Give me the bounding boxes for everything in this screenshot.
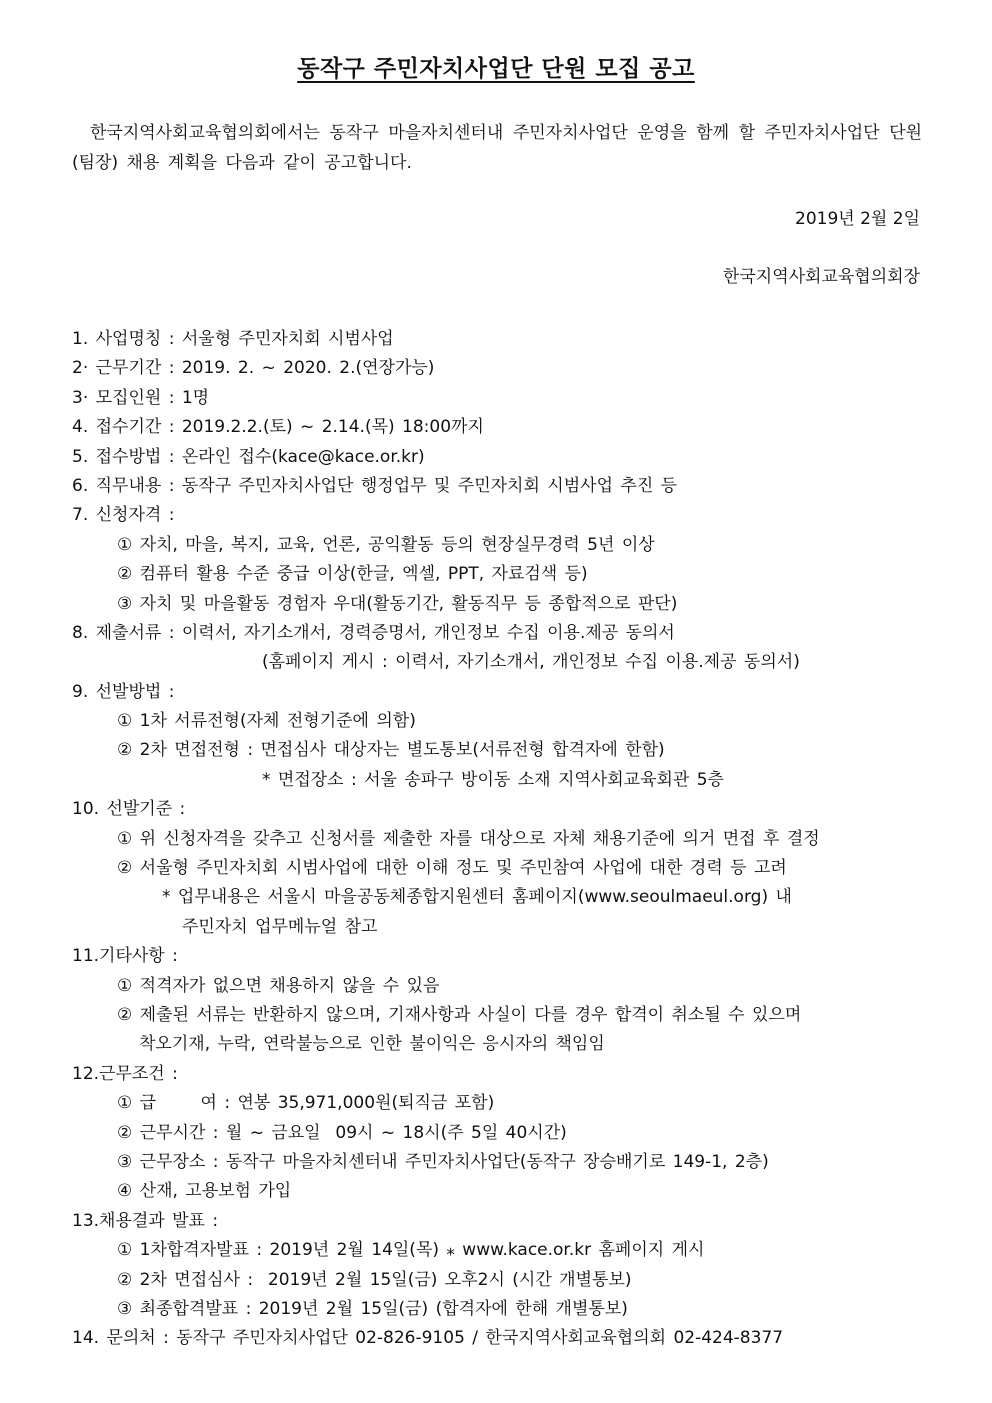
result-interview: ② 2차 면접심사 : 2019년 2월 15일(금) 오후2시 (시간 개별통보) <box>117 1269 632 1290</box>
result-first-pass: ① 1차합격자발표 : 2019년 2월 14일(목) ⁎ www.kace.or.kr 홈페이지 게시 <box>117 1240 705 1261</box>
criteria-reference-note-cont: 주민자치 업무메뉴얼 참고 <box>182 916 378 937</box>
selection-criteria-1: ① 위 신청자격을 갖추고 신청서를 제출한 자를 대상으로 자체 채용기준에 의거 면접 후 결정 <box>117 828 820 849</box>
interview-location-note: * 면접장소 : 서울 송파구 방이동 소재 지역사회교육회관 5층 <box>262 769 724 790</box>
item-qualifications: 7. 신청자격 : <box>72 505 175 526</box>
item-work-period: 2· 근무기간 : 2019. 2. ~ 2020. 2.(연장가능) <box>72 358 435 379</box>
item-documents: 8. 제출서류 : 이력서, 자기소개서, 경력증명서, 개인정보 수집 이용.제공 동의서 <box>72 622 675 643</box>
intro-paragraph: 한국지역사회교육협의회에서는 동작구 마을자치센터내 주민자치사업단 운영을 함께 할 주민자치사업단 단원(팀장) 채용 계획을 다음과 같이 공고합니다. <box>72 123 922 173</box>
qualification-3: ③ 자치 및 마을활동 경험자 우대(활동기간, 활동직무 등 종합적으로 판단) <box>117 593 678 614</box>
item-business-name: 1. 사업명칭 : 서울형 주민자치회 시범사업 <box>72 329 394 349</box>
other-matter-1: ① 적격자가 없으면 채용하지 않을 수 있음 <box>117 975 440 996</box>
item-other-matters: 11.기타사항 : <box>72 946 178 967</box>
documents-homepage-note: (홈페이지 게시 : 이력서, 자기소개서, 개인정보 수집 이용.제공 동의서) <box>262 652 800 673</box>
item-selection-method: 9. 선발방법 : <box>72 681 175 702</box>
selection-method-1: ① 1차 서류전형(자체 전형기준에 의함) <box>117 711 416 732</box>
other-matter-2-cont: 착오기재, 누락, 연락불능으로 인한 불이익은 응시자의 책임임 <box>139 1034 605 1055</box>
issuing-organization: 한국지역사회교육협의회장 <box>722 267 920 287</box>
item-job-description: 6. 직무내용 : 동작구 주민자치사업단 행정업무 및 주민자치회 시범사업 추진 등 <box>72 475 678 496</box>
other-matter-2: ② 제출된 서류는 반환하지 않으며, 기재사항과 사실이 다를 경우 합격이 취소될 수 있으며 <box>117 1004 802 1025</box>
qualification-1: ① 자치, 마을, 복지, 교육, 언론, 공익활동 등의 현장실무경력 5년 이상 <box>117 534 655 555</box>
result-final-pass: ③ 최종합격발표 : 2019년 2월 15일(금) (합격자에 한해 개별통보) <box>117 1298 628 1319</box>
selection-criteria-2: ② 서울형 주민자치회 시범사업에 대한 이해 정도 및 주민참여 사업에 대한 경력 등 고려 <box>117 858 787 879</box>
item-work-conditions: 12.근무조건 : <box>72 1063 178 1084</box>
item-contact: 14. 문의처 : 동작구 주민자치사업단 02-826-9105 / 한국지역사회교육협의회 02-424-8377 <box>72 1328 784 1349</box>
criteria-reference-note: * 업무내용은 서울시 마을공동체종합지원센터 홈페이지(www.seoulmaeul.org) 내 <box>162 887 792 908</box>
announcement-items <box>72 325 932 1354</box>
item-recruit-count: 3· 모집인원 : 1명 <box>72 387 210 408</box>
qualification-2: ② 컴퓨터 활용 수준 중급 이상(한글, 엑셀, PPT, 자료검색 등) <box>117 564 588 585</box>
item-application-method: 5. 접수방법 : 온라인 접수(kace@kace.or.kr) <box>72 446 425 467</box>
announcement-date: 2019년 2월 2일 <box>795 209 920 229</box>
selection-method-2: ② 2차 면접전형 : 면접심사 대상자는 별도통보(서류전형 합격자에 한함) <box>117 740 665 761</box>
work-condition-salary: ① 급 여 : 연봉 35,971,000원(퇴직금 포함) <box>117 1093 495 1114</box>
work-condition-insurance: ④ 산재, 고용보험 가입 <box>117 1181 292 1202</box>
item-results-announcement: 13.채용결과 발표 : <box>72 1210 219 1231</box>
item-application-period: 4. 접수기간 : 2019.2.2.(토) ~ 2.14.(목) 18:00까지 <box>72 417 484 438</box>
item-selection-criteria: 10. 선발기준 : <box>72 799 186 820</box>
document-title: 동작구 주민자치사업단 단원 모집 공고 <box>297 56 695 82</box>
work-condition-hours: ② 근무시간 : 월 ~ 금요일 09시 ~ 18시(주 5일 40시간) <box>117 1122 567 1143</box>
work-condition-location: ③ 근무장소 : 동작구 마을자치센터내 주민자치사업단(동작구 장승배기로 149-1, 2층) <box>117 1151 769 1172</box>
